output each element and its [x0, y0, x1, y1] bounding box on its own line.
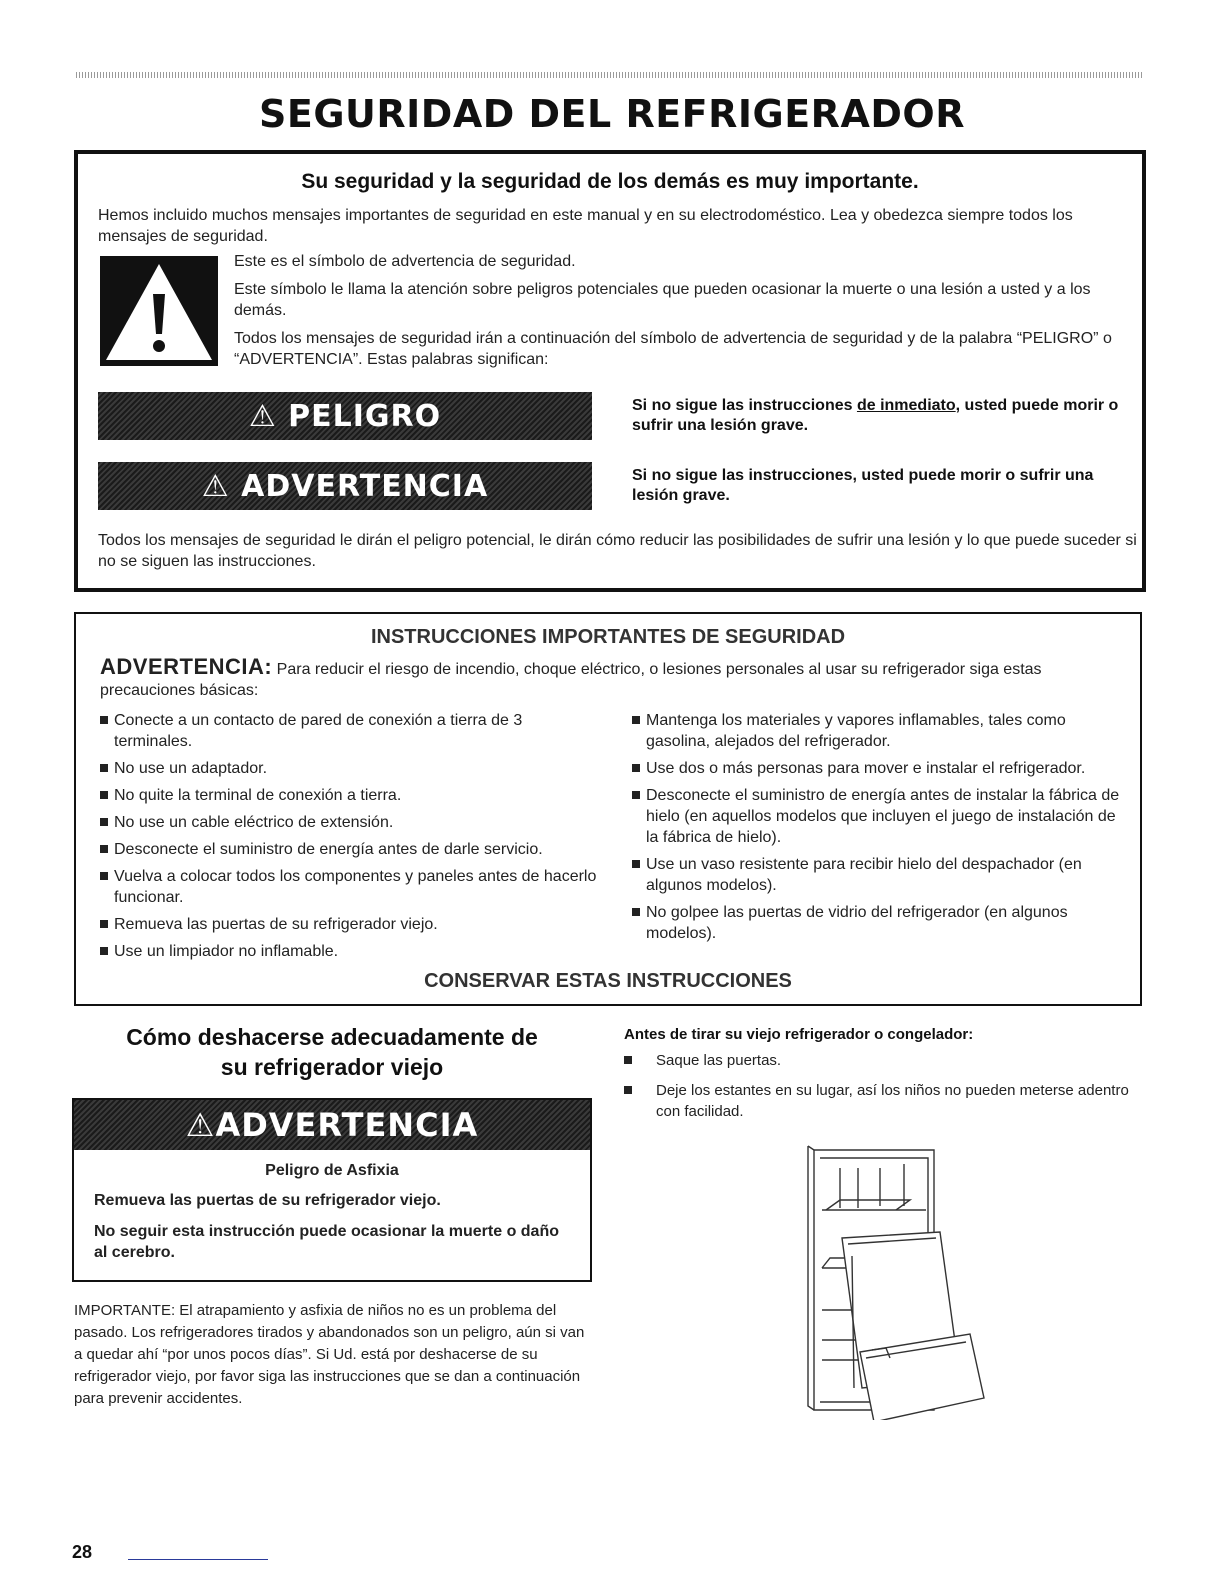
hazard-name: Peligro de Asfixia — [265, 1162, 399, 1179]
list-item — [100, 785, 600, 806]
list-item-text: Saque las puertas. — [656, 1052, 782, 1069]
bullet-icon — [100, 920, 108, 928]
list-item-text: No quite la terminal de conexión a tierra. — [114, 787, 402, 804]
instructions-warning — [100, 656, 1130, 701]
list-item-text: No use un adaptador. — [114, 760, 268, 777]
advertencia-banner-2 — [74, 1100, 590, 1150]
symbol-line-1: Este es el símbolo de advertencia de seguridad. — [234, 253, 576, 270]
top-rule — [76, 72, 1142, 78]
list-item-text: Vuelva a colocar todos los componentes y paneles antes de hacerlo funcionar. — [114, 868, 597, 906]
instructions-heading: INSTRUCCIONES IMPORTANTES DE SEGURIDAD — [370, 626, 846, 648]
bullet-icon — [624, 1086, 632, 1094]
bullet-icon — [100, 947, 108, 955]
refrigerator-illustration — [800, 1140, 1000, 1420]
symbol-line-3: Todos los mensajes de seguridad irán a continuación del símbolo de advertencia de seguridad y de la palabra “PELIGRO” o “ADVERTENCIA”. Estas palabras significan: — [234, 330, 1112, 368]
bullet-icon — [624, 1056, 632, 1064]
importante-paragraph — [74, 1300, 594, 1410]
before-disposal-heading: Antes de tirar su viejo refrigerador o congelador: — [624, 1026, 974, 1043]
footer-rule — [128, 1559, 268, 1560]
hazard-consequence: No seguir esta instrucción puede ocasionar la muerte o daño al cerebro. — [94, 1223, 559, 1261]
list-item — [100, 839, 600, 860]
peligro-description — [632, 396, 1132, 436]
list-item-text: Desconecte el suministro de energía antes de instalar la fábrica de hielo (en aquellos modelos que incluyen el juego de instalación de la fábrica de hielo). — [646, 787, 1120, 846]
page-title: SEGURIDAD DEL REFRIGERADOR — [259, 92, 965, 136]
list-item-text: Desconecte el suministro de energía antes de darle servicio. — [114, 841, 543, 858]
advertencia-label: ADVERTENCIA — [241, 468, 489, 504]
safety-heading: Su seguridad y la seguridad de los demás es muy importante. — [301, 170, 919, 193]
bullet-icon — [632, 908, 640, 916]
list-item — [100, 758, 600, 779]
peligro-desc-after: , usted puede morir o sufrir una lesión grave. — [632, 397, 1119, 434]
before-disposal-list — [624, 1050, 1134, 1131]
list-item-text: Conecte a un contacto de pared de conexión a tierra de 3 terminales. — [114, 712, 523, 750]
bullet-icon — [632, 764, 640, 772]
warning-triangle-icon: ⚠ — [248, 398, 289, 434]
list-item-text: Use un limpiador no inflamable. — [114, 943, 339, 960]
list-item — [100, 866, 600, 908]
list-item — [632, 902, 1126, 944]
list-item-text: Use un vaso resistente para recibir hielo del despachador (en algunos modelos). — [646, 856, 1082, 894]
warning-triangle-icon: ⚠ — [185, 1106, 216, 1144]
list-item — [632, 854, 1126, 896]
list-item-text: Remueva las puertas de su refrigerador viejo. — [114, 916, 438, 933]
conservar-instrucciones: CONSERVAR ESTAS INSTRUCCIONES — [424, 970, 792, 992]
importante-text: El atrapamiento y asfixia de niños no es un problema del pasado. Los refrigeradores tirados y abandonados son un peligro, aún si van a quedar ahí “por unos pocos días”. Si Ud. está por deshacerse de su refrigerador viejo, por favor siga las instrucciones que se dan a continuación para prevenir accidentes. — [74, 1302, 585, 1407]
instructions-left-list — [100, 710, 600, 968]
disposal-heading — [74, 1022, 590, 1082]
bullet-icon — [100, 845, 108, 853]
list-item — [632, 758, 1126, 779]
advertencia-banner — [98, 462, 592, 510]
list-item — [624, 1050, 1134, 1071]
safety-intro: Hemos incluido muchos mensajes importantes de seguridad en este manual y en su electrodoméstico. Lea y obedezca siempre todos los mensajes de seguridad. — [98, 207, 1073, 245]
peligro-desc-before: Si no sigue las instrucciones — [632, 397, 857, 414]
instructions-warning-text: Para reducir el riesgo de incendio, choque eléctrico, o lesiones personales al usar su refrigerador siga estas precauciones básicas: — [100, 661, 1042, 699]
bullet-icon — [100, 872, 108, 880]
bullet-icon — [632, 860, 640, 868]
bullet-icon — [100, 716, 108, 724]
bullet-icon — [100, 818, 108, 826]
bullet-icon — [100, 791, 108, 799]
list-item — [100, 710, 600, 752]
peligro-banner — [98, 392, 592, 440]
list-item — [624, 1080, 1134, 1122]
list-item-text: Deje los estantes en su lugar, así los niños no pueden meterse adentro con facilidad. — [656, 1082, 1129, 1120]
list-item-text: Use dos o más personas para mover e instalar el refrigerador. — [646, 760, 1086, 777]
instructions-right-list — [632, 710, 1126, 950]
bullet-icon — [632, 791, 640, 799]
list-item — [632, 785, 1126, 848]
safety-alert-icon — [100, 256, 218, 366]
list-item-text: Mantenga los materiales y vapores inflamables, tales como gasolina, alejados del refrigerador. — [646, 712, 1066, 750]
suffocation-warning-box — [72, 1098, 592, 1282]
advertencia-label-2: ADVERTENCIA — [215, 1106, 479, 1144]
safety-box — [74, 150, 1146, 592]
safety-footer: Todos los mensajes de seguridad le dirán el peligro potencial, le dirán cómo reducir las posibilidades de sufrir una lesión y lo que puede suceder si no se siguen las instrucciones. — [98, 532, 1137, 570]
list-item-text: No golpee las puertas de vidrio del refrigerador (en algunos modelos). — [646, 904, 1068, 942]
list-item — [100, 941, 600, 962]
bullet-icon — [632, 716, 640, 724]
list-item — [100, 914, 600, 935]
symbol-line-2: Este símbolo le llama la atención sobre peligros potenciales que pueden ocasionar la muerte o una lesión a usted y a los demás. — [234, 281, 1091, 319]
bullet-icon — [100, 764, 108, 772]
peligro-label: PELIGRO — [288, 398, 442, 434]
peligro-desc-underlined: de inmediato — [856, 397, 956, 414]
advertencia-description: Si no sigue las instrucciones, usted puede morir o sufrir una lesión grave. — [632, 467, 1094, 504]
advertencia-word: ADVERTENCIA: — [100, 654, 273, 679]
disposal-heading-line-1: Cómo deshacerse adecuadamente de — [126, 1024, 538, 1050]
importante-label: IMPORTANTE: — [74, 1302, 176, 1319]
page-number: 28 — [72, 1542, 93, 1562]
hazard-instruction: Remueva las puertas de su refrigerador viejo. — [94, 1192, 441, 1209]
list-item-text: No use un cable eléctrico de extensión. — [114, 814, 394, 831]
list-item — [632, 710, 1126, 752]
warning-triangle-icon: ⚠ — [201, 468, 242, 504]
list-item — [100, 812, 600, 833]
disposal-heading-line-2: su refrigerador viejo — [220, 1054, 444, 1080]
instructions-box — [74, 612, 1142, 1006]
